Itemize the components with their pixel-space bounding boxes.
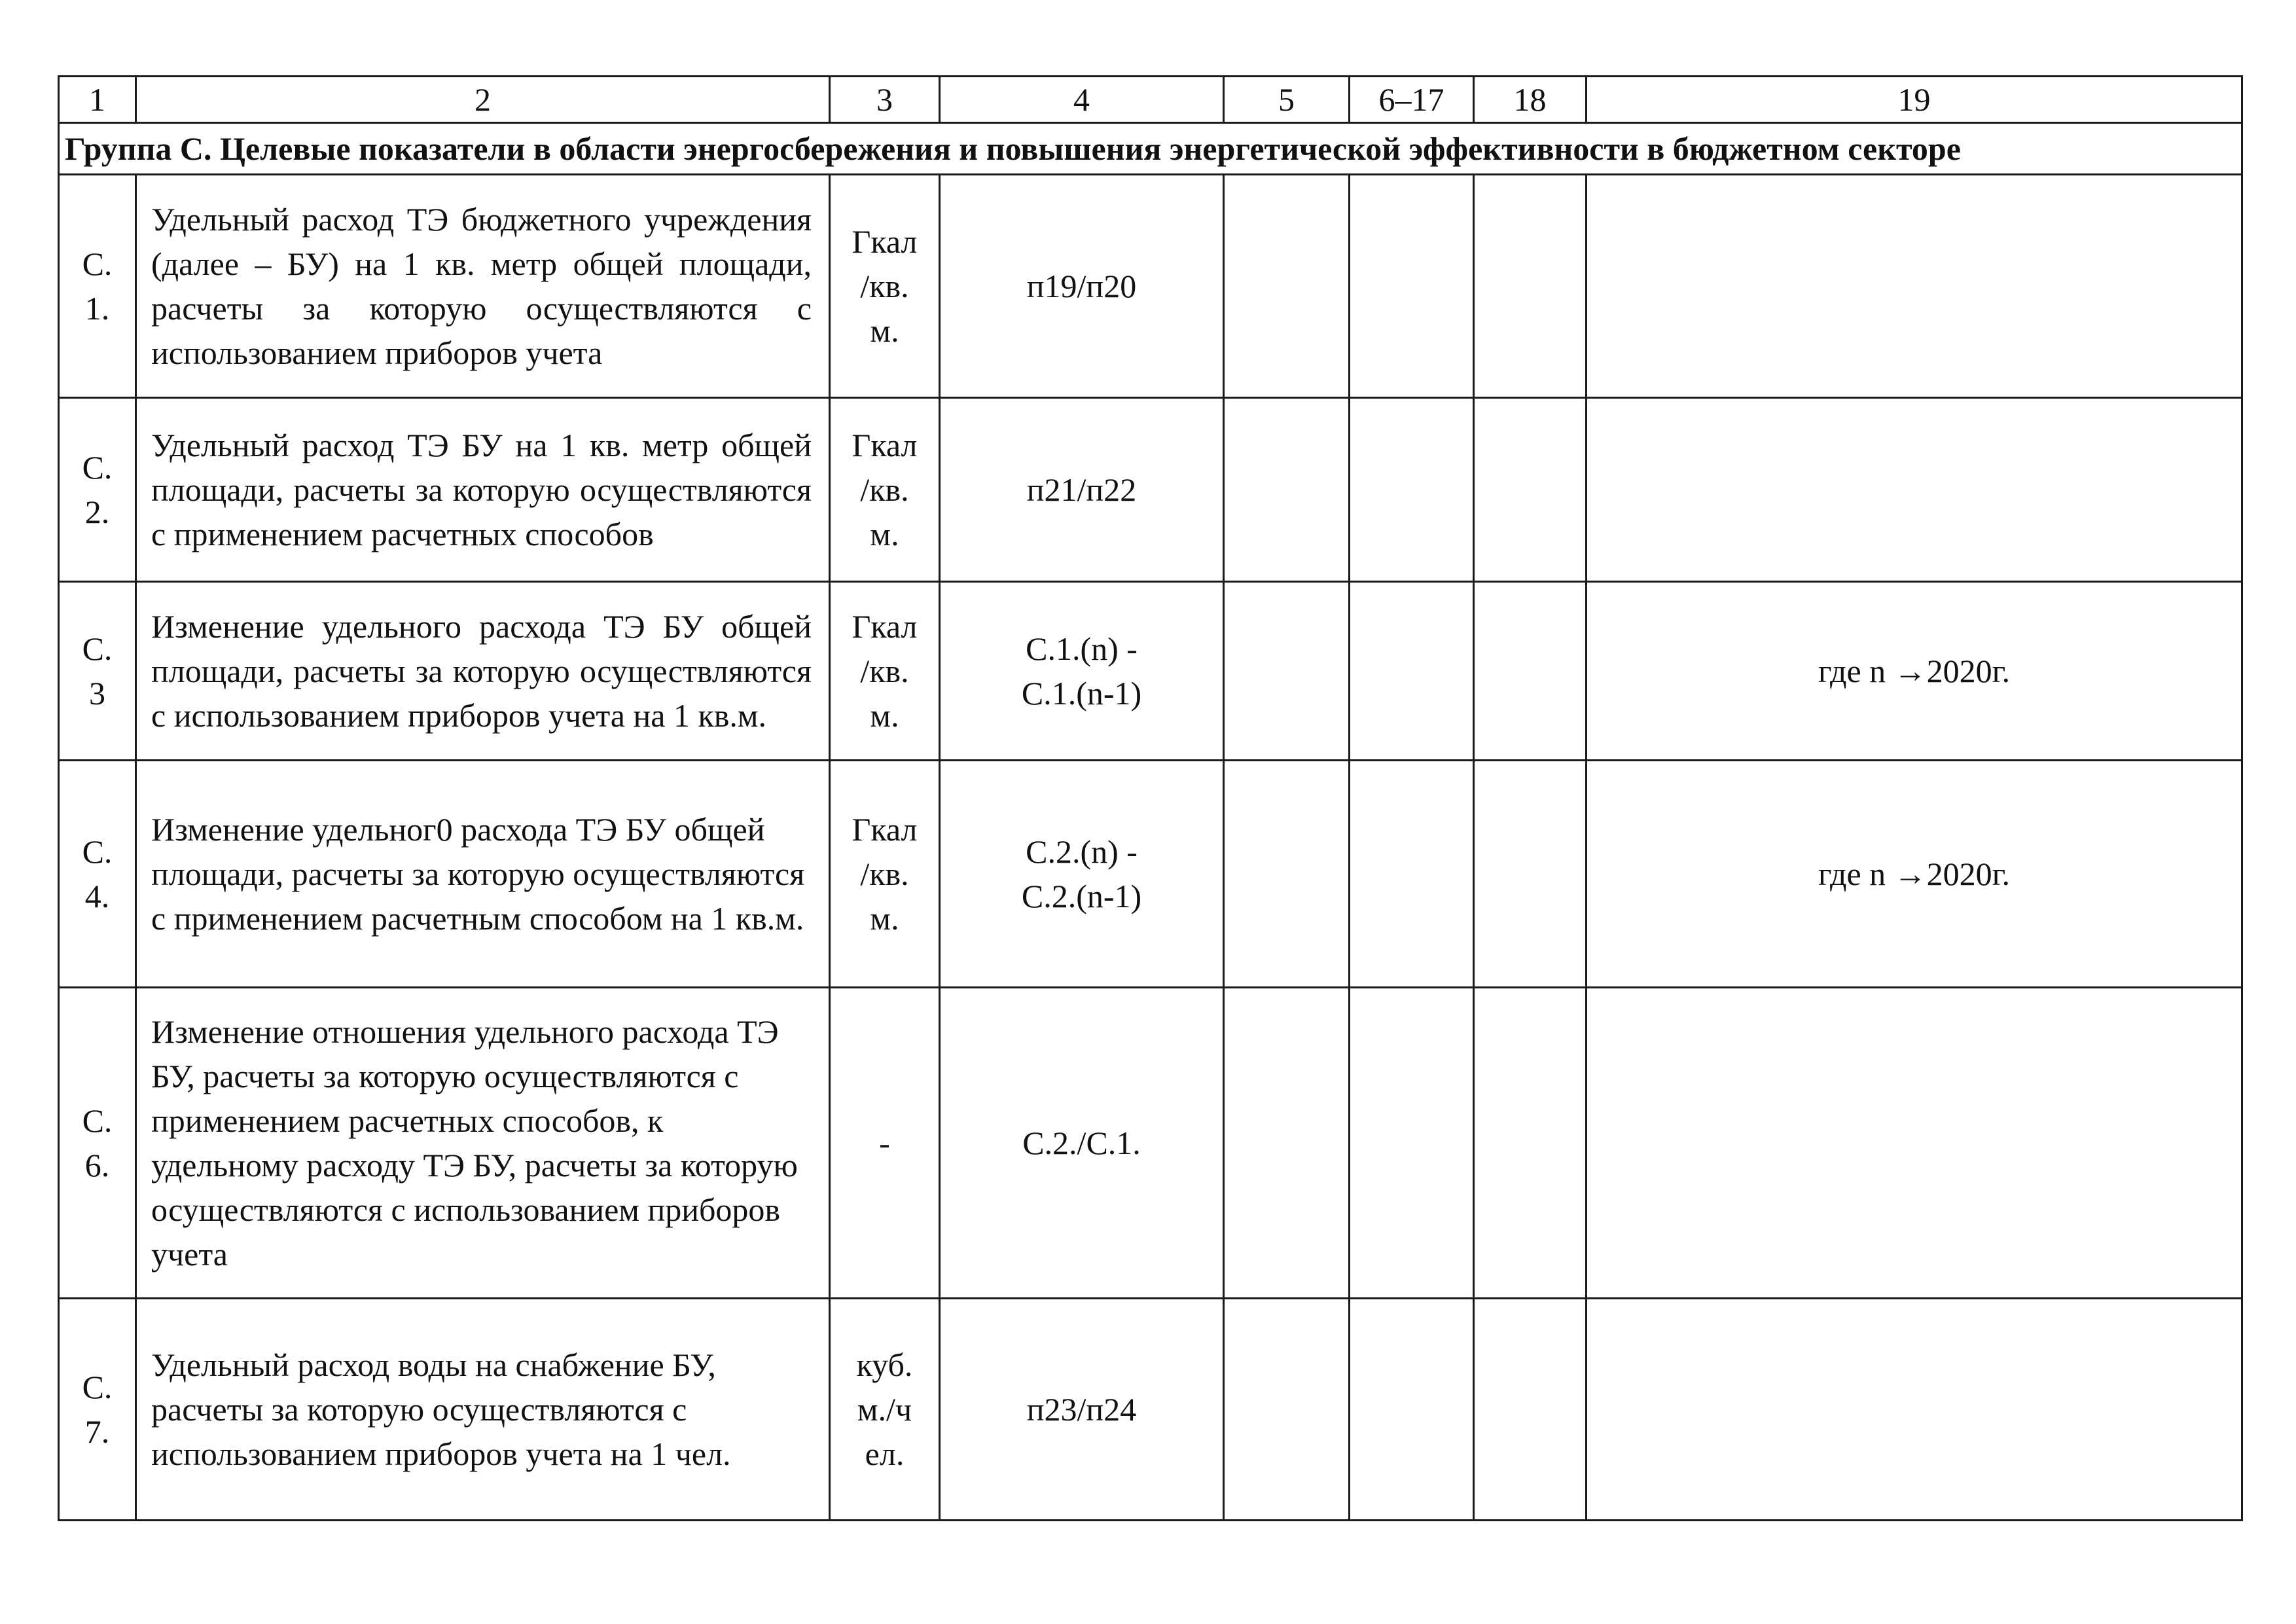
row-unit: Гкал /кв. м. (830, 582, 940, 761)
empty-cell (1224, 761, 1350, 988)
column-number: 4 (940, 77, 1224, 123)
table-row (59, 761, 2242, 988)
table-row (59, 582, 2242, 761)
row-formula: С.2./С.1. (940, 988, 1224, 1299)
row-note (1587, 398, 2242, 582)
group-title: Группа С. Целевые показатели в области энергосбережения и повышения энергетической эффективности в бюджетном секторе (59, 123, 2242, 175)
empty-cell (1224, 582, 1350, 761)
group-row (59, 123, 2242, 175)
empty-cell (1474, 582, 1587, 761)
row-formula: С.2.(n) - С.2.(n-1) (940, 761, 1224, 988)
column-number: 19 (1587, 77, 2242, 123)
row-unit: Гкал /кв. м. (830, 175, 940, 398)
row-name: Изменение удельног0 расхода ТЭ БУ общей площади, расчеты за которую осуществляются с применением расчетным способом на 1 кв.м. (136, 761, 830, 988)
row-name: Изменение удельного расхода ТЭ БУ общей площади, расчеты за которую осуществляются с использованием приборов учета на 1 кв.м. (136, 582, 830, 761)
row-note: где n →2020г. (1587, 761, 2242, 988)
empty-cell (1350, 988, 1474, 1299)
empty-cell (1474, 398, 1587, 582)
empty-cell (1474, 1299, 1587, 1521)
row-unit: куб. м./ч ел. (830, 1299, 940, 1521)
row-id: С. 7. (59, 1299, 136, 1521)
column-number: 5 (1224, 77, 1350, 123)
row-id: С. 4. (59, 761, 136, 988)
empty-cell (1474, 761, 1587, 988)
row-name: Изменение отношения удельного расхода ТЭ БУ, расчеты за которую осуществляются с применением расчетных способов, к удельному расходу ТЭ БУ, расчеты за которую осуществляются с использованием приборов учета (136, 988, 830, 1299)
row-note (1587, 1299, 2242, 1521)
row-note (1587, 988, 2242, 1299)
empty-cell (1224, 398, 1350, 582)
column-number: 6–17 (1350, 77, 1474, 123)
empty-cell (1474, 988, 1587, 1299)
empty-cell (1350, 582, 1474, 761)
empty-cell (1224, 988, 1350, 1299)
empty-cell (1224, 175, 1350, 398)
row-id: С. 2. (59, 398, 136, 582)
table-row (59, 175, 2242, 398)
empty-cell (1350, 761, 1474, 988)
row-note (1587, 175, 2242, 398)
row-formula: п21/п22 (940, 398, 1224, 582)
column-number: 1 (59, 77, 136, 123)
table-row (59, 988, 2242, 1299)
empty-cell (1224, 1299, 1350, 1521)
column-number: 18 (1474, 77, 1587, 123)
row-id: С. 1. (59, 175, 136, 398)
row-formula: п19/п20 (940, 175, 1224, 398)
row-name: Удельный расход ТЭ бюджетного учреждения (далее – БУ) на 1 кв. метр общей площади, расчеты за которую осуществляются с использованием приборов учета (136, 175, 830, 398)
row-name: Удельный расход воды на снабжение БУ, расчеты за которую осуществляются с использованием приборов учета на 1 чел. (136, 1299, 830, 1521)
row-unit: - (830, 988, 940, 1299)
empty-cell (1350, 175, 1474, 398)
indicator-table (58, 75, 2243, 1521)
empty-cell (1350, 398, 1474, 582)
column-number: 3 (830, 77, 940, 123)
row-id: С. 3 (59, 582, 136, 761)
table-row (59, 1299, 2242, 1521)
row-name: Удельный расход ТЭ БУ на 1 кв. метр общей площади, расчеты за которую осуществляются с применением расчетных способов (136, 398, 830, 582)
row-formula: п23/п24 (940, 1299, 1224, 1521)
row-note: где n →2020г. (1587, 582, 2242, 761)
row-unit: Гкал /кв. м. (830, 398, 940, 582)
empty-cell (1350, 1299, 1474, 1521)
row-id: С. 6. (59, 988, 136, 1299)
column-number-row (59, 77, 2242, 123)
row-unit: Гкал /кв. м. (830, 761, 940, 988)
row-formula: С.1.(n) - С.1.(n-1) (940, 582, 1224, 761)
empty-cell (1474, 175, 1587, 398)
table-row (59, 398, 2242, 582)
column-number: 2 (136, 77, 830, 123)
